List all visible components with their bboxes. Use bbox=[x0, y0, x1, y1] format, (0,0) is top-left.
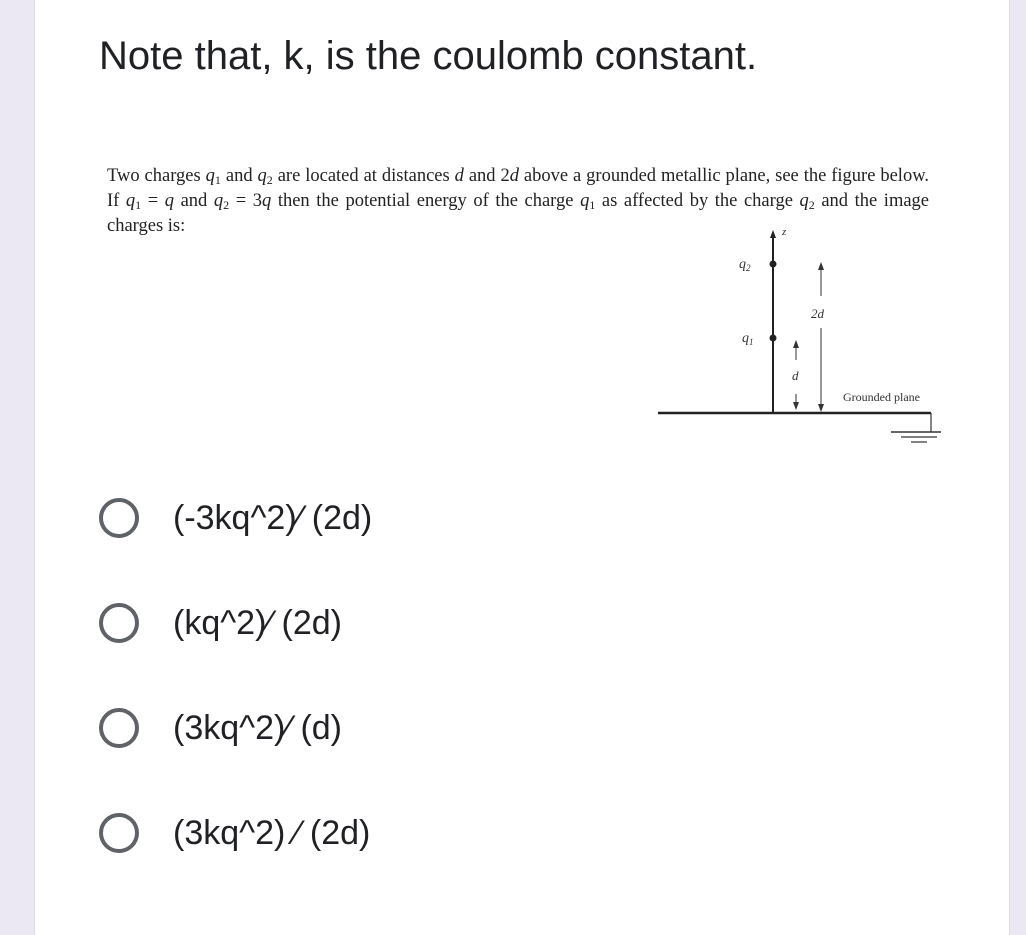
q-symbol: q bbox=[262, 191, 272, 211]
arrow-up-icon bbox=[818, 262, 824, 270]
option-label: (kq^2)⁄ (2d) bbox=[173, 603, 343, 642]
answer-option-3[interactable] bbox=[99, 698, 342, 758]
q1-subscript: 1 bbox=[589, 198, 596, 212]
option-label: (-3kq^2)⁄ (2d) bbox=[173, 498, 373, 537]
q1-charge bbox=[770, 335, 777, 342]
equals: = 3 bbox=[229, 191, 262, 211]
d-symbol: d bbox=[454, 166, 464, 186]
q2-subscript: 2 bbox=[266, 173, 273, 187]
q1-symbol: q bbox=[205, 166, 215, 186]
dimension-d-label: d bbox=[792, 368, 799, 383]
arrow-down-icon bbox=[818, 404, 824, 412]
q1-label bbox=[742, 331, 754, 347]
text-part: above a grounded metallic plane, see the figure below. If bbox=[107, 166, 929, 211]
q1-label-symbol: q bbox=[742, 331, 749, 346]
option-label: (3kq^2) ⁄ (2d) bbox=[173, 813, 371, 852]
q1-subscript: 1 bbox=[214, 173, 221, 187]
radio-icon[interactable] bbox=[99, 603, 139, 643]
q-symbol: q bbox=[164, 191, 175, 211]
arrow-down-icon bbox=[793, 402, 799, 410]
text-part: then the potential energy of the charge bbox=[271, 191, 581, 211]
q2-label-symbol: q bbox=[739, 257, 746, 272]
z-axis-arrow-icon bbox=[770, 230, 776, 238]
text-part: and bbox=[174, 191, 214, 211]
option-label: (3kq^2)⁄ (d) bbox=[173, 708, 343, 747]
d-symbol: d bbox=[509, 166, 519, 186]
text-part: and the image charges is: bbox=[107, 191, 930, 236]
equals: = bbox=[141, 191, 165, 211]
q1-symbol: q bbox=[580, 191, 590, 211]
radio-icon[interactable] bbox=[99, 813, 139, 853]
radio-icon[interactable] bbox=[99, 708, 139, 748]
text-part: and 2 bbox=[463, 166, 510, 186]
q2-label-subscript: 2 bbox=[746, 263, 751, 273]
q1-label-subscript: 1 bbox=[749, 337, 754, 347]
q1-symbol: q bbox=[125, 191, 136, 211]
answer-option-2[interactable] bbox=[99, 593, 342, 653]
question-title: Note that, k, is the coulomb constant. bbox=[99, 34, 758, 78]
answer-option-1[interactable] bbox=[99, 488, 372, 548]
charges-figure bbox=[101, 160, 941, 460]
question-image bbox=[101, 160, 941, 460]
text-part: as affected by the charge bbox=[595, 191, 800, 211]
text-part: Two charges bbox=[107, 166, 206, 186]
answer-option-4[interactable] bbox=[99, 803, 370, 863]
arrow-up-icon bbox=[793, 340, 799, 348]
q2-symbol: q bbox=[799, 191, 809, 211]
text-part: and bbox=[220, 166, 258, 186]
z-label: z bbox=[782, 226, 787, 238]
q2-charge bbox=[770, 261, 777, 268]
text-part: are located at distances bbox=[272, 166, 455, 186]
q2-subscript: 2 bbox=[808, 198, 815, 212]
plane-label: Grounded plane bbox=[843, 390, 920, 404]
q2-subscript: 2 bbox=[223, 198, 230, 212]
question-card bbox=[34, 0, 1010, 935]
q2-label bbox=[739, 257, 751, 273]
q2-symbol: q bbox=[213, 191, 224, 211]
dimension-2d-label: 2d bbox=[811, 306, 824, 321]
q2-symbol: q bbox=[257, 166, 267, 186]
radio-icon[interactable] bbox=[99, 498, 139, 538]
q1-subscript: 1 bbox=[135, 198, 142, 212]
